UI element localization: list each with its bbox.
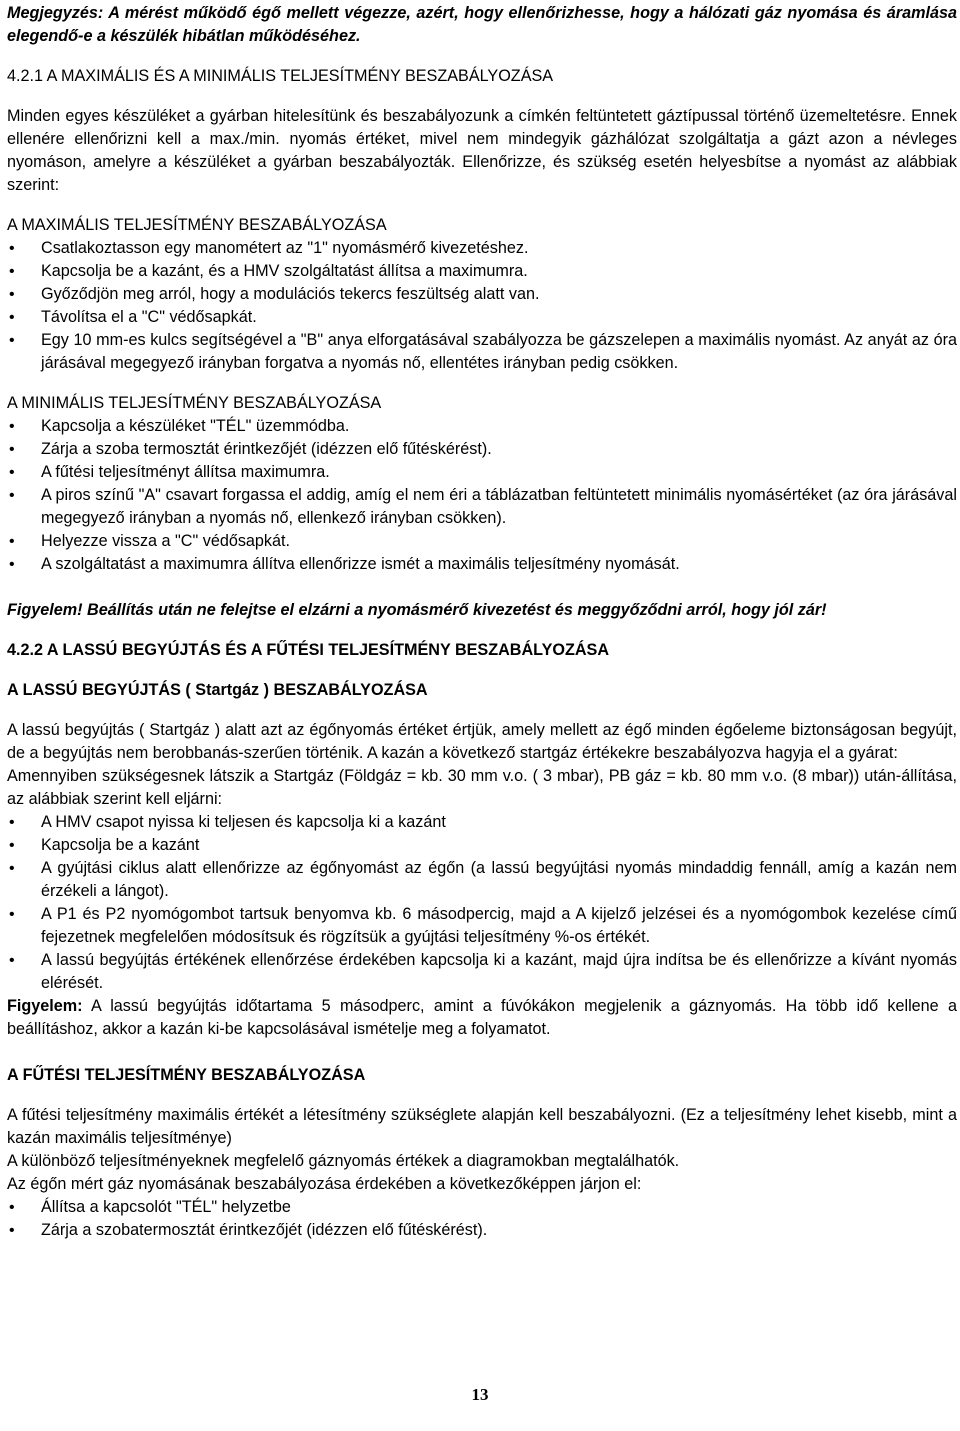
page-number: 13 — [471, 1385, 489, 1404]
heating-paragraph-3: Az égőn mért gáz nyomásának beszabályozása érdekében a következőképpen járjon el: — [7, 1175, 642, 1193]
min-power-steps — [7, 415, 957, 576]
document-page — [7, 2, 957, 1242]
slow-ignition-intro-2: Amennyiben szükségesnek látszik a Startgáz (Földgáz = kb. 30 mm v.o. ( 3 mbar), PB gáz = kb. 80 mm v.o. (8 mbar)) után-állítása, az alábbiak szerint kell eljárni: — [7, 767, 957, 808]
list-item: • Kapcsolja be a kazánt, és a HMV szolgáltatást állítsa a maximumra. — [7, 260, 957, 283]
heating-paragraph-1: A fűtési teljesítmény maximális értékét a létesítmény szükséglete alapján kell beszabályozni. (Ez a teljesítmény lehet kisebb, mint a kazán maximális teljesítménye) — [7, 1106, 957, 1147]
heating-paragraph-2: A különböző teljesítményeknek megfelelő gáznyomás értékek a diagramokban megtalálhatók. — [7, 1152, 680, 1170]
list-item: • A lassú begyújtás értékének ellenőrzése érdekében kapcsolja ki a kazánt, majd újra indítsa be és ellenőrizze a kívánt nyomás elérését. — [7, 949, 957, 995]
list-item: • A gyújtási ciklus alatt ellenőrizze az égőnyomást az égőn (a lassú begyújtási nyomás mindaddig fennáll, amíg a kazán nem érzékeli a lángot). — [7, 857, 957, 903]
list-item: • Távolítsa el a "C" védősapkát. — [7, 306, 957, 329]
adjustment-warning: Figyelem! Beállítás után ne felejtse el elzárni a nyomásmérő kivezetést és meggyőződni arról, hogy jól zár! — [7, 601, 827, 619]
list-item: • A HMV csapot nyissa ki teljesen és kapcsolja ki a kazánt — [7, 811, 957, 834]
heating-steps — [7, 1196, 957, 1242]
max-power-heading: A MAXIMÁLIS TELJESÍTMÉNY BESZABÁLYOZÁSA — [7, 216, 387, 234]
list-item: • A fűtési teljesítményt állítsa maximumra. — [7, 461, 957, 484]
list-item: • A szolgáltatást a maximumra állítva ellenőrizze ismét a maximális teljesítmény nyomását. — [7, 553, 957, 576]
list-item: • Helyezze vissza a "C" védősapkát. — [7, 530, 957, 553]
list-item: • Csatlakoztasson egy manométert az "1" nyomásmérő kivezetéshez. — [7, 237, 957, 260]
slow-ignition-intro: A lassú begyújtás ( Startgáz ) alatt azt az égőnyomás értéket értjük, amely mellett az égő minden égőeleme biztonságosan begyújt, de a begyújtás nem berobbanás-szerűen történik. A kazán a következő startgáz értékekre beszabályozva hagyja el a gyárat: — [7, 721, 957, 762]
warning-text: A lassú begyújtás időtartama 5 másodperc, amint a fúvókákon megjelenik a gáznyomás. Ha több idő kellene a beállításhoz, akkor a kazán ki-be kapcsolásával ismételje meg a folyamatot. — [7, 997, 957, 1038]
slow-ignition-heading: A LASSÚ BEGYÚJTÁS ( Startgáz ) BESZABÁLYOZÁSA — [7, 681, 428, 699]
list-item: • Egy 10 mm-es kulcs segítségével a "B" anya elforgatásával szabályozza be gázszelepen a maximális nyomást. Az anyát az óra járásával megegyező irányban forgatva a nyomás nő, ellentétes irányban pedig csökken. — [7, 329, 957, 375]
measurement-note: Megjegyzés: A mérést működő égő mellett végezze, azért, hogy ellenőrizhesse, hogy a hálózati gáz nyomása és áramlása elegendő-e a készülék hibátlan működéséhez. — [7, 4, 957, 45]
warning-label: Figyelem: — [7, 997, 83, 1015]
list-item: • Állítsa a kapcsolót "TÉL" helyzetbe — [7, 1196, 957, 1219]
list-item: • Győződjön meg arról, hogy a modulációs tekercs feszültség alatt van. — [7, 283, 957, 306]
section-422-title: 4.2.2 A LASSÚ BEGYÚJTÁS ÉS A FŰTÉSI TELJESÍTMÉNY BESZABÁLYOZÁSA — [7, 641, 610, 659]
list-item: • A P1 és P2 nyomógombot tartsuk benyomva kb. 6 másodpercig, majd a A kijelző jelzései és a nyomógombok kezelése című fejezetnek megfelelően módosítsuk és rögzítsük a gyújtási teljesítmény %-os értékét. — [7, 903, 957, 949]
section-421-title: 4.2.1 A MAXIMÁLIS ÉS A MINIMÁLIS TELJESÍTMÉNY BESZABÁLYOZÁSA — [7, 67, 554, 85]
list-item: • Kapcsolja a készüléket "TÉL" üzemmódba. — [7, 415, 957, 438]
heating-power-heading: A FŰTÉSI TELJESÍTMÉNY BESZABÁLYOZÁSA — [7, 1066, 366, 1084]
max-power-steps — [7, 237, 957, 375]
list-item: • Zárja a szoba termosztát érintkezőjét (idézzen elő fűtéskérést). — [7, 438, 957, 461]
slow-ignition-steps — [7, 811, 957, 995]
list-item: • Kapcsolja be a kazánt — [7, 834, 957, 857]
list-item: • Zárja a szobatermosztát érintkezőjét (idézzen elő fűtéskérést). — [7, 1219, 957, 1242]
section-421-intro: Minden egyes készüléket a gyárban hitelesítünk és beszabályozunk a címkén feltüntetett gáztípussal történő üzemeltetésre. Ennek ellenére ellenőrizni kell a max./min. nyomás értéket, mivel nem mindegyik gázhálózat szolgáltatja a gázt azon a névleges nyomáson, amelyre a készüléket a gyárban beszabályozták. Ellenőrizze, és szükség esetén helyesbítse a nyomást az alábbiak szerint: — [7, 107, 957, 194]
min-power-heading: A MINIMÁLIS TELJESÍTMÉNY BESZABÁLYOZÁSA — [7, 394, 382, 412]
slow-ignition-warning — [7, 995, 957, 1041]
list-item: • A piros színű "A" csavart forgassa el addig, amíg el nem éri a táblázatban feltüntetett minimális nyomásértéket (az óra járásával megegyező irányban a nyomás nő, ellenkező irányban csökken). — [7, 484, 957, 530]
